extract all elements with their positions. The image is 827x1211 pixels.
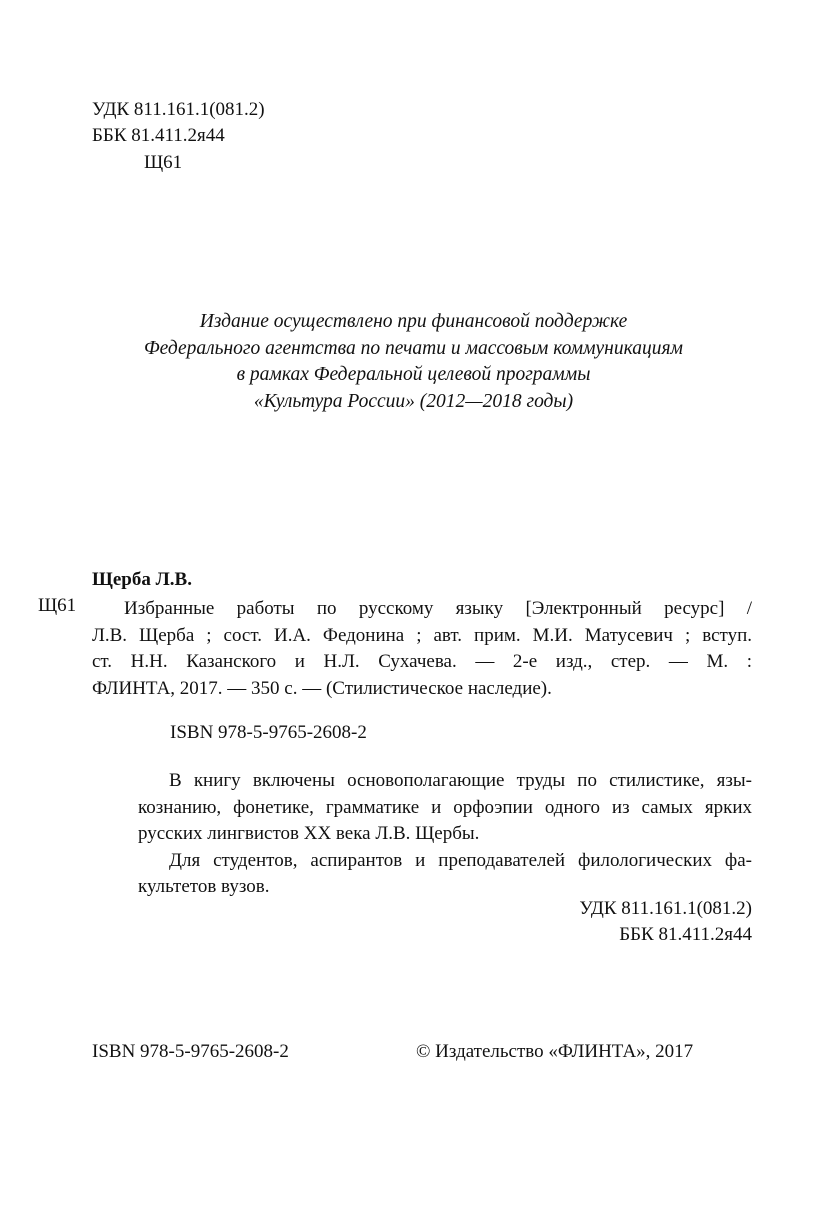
record-author-mark: Щ61 xyxy=(38,595,77,616)
udk-code-top: УДК 811.161.1(081.2) xyxy=(92,99,265,120)
funding-note xyxy=(60,309,767,415)
author-mark-top: Щ61 xyxy=(144,152,183,173)
funding-line: Федерального агентства по печати и массовым коммуникациям xyxy=(143,337,684,359)
record-isbn: ISBN 978-5-9765-2608-2 xyxy=(170,722,367,743)
annotation xyxy=(138,768,752,901)
annotation-line: кознанию, фонетике, грамматике и орфоэпии одного из самых ярких xyxy=(138,796,752,818)
udk-code-right: УДК 811.161.1(081.2) xyxy=(579,898,752,919)
copyright-notice: © Издательство «ФЛИНТА», 2017 xyxy=(416,1041,694,1062)
bibliographic-description xyxy=(92,596,752,702)
annotation-line: В книгу включены основополагающие труды по стилистике, язы- xyxy=(169,770,752,791)
footer-isbn: ISBN 978-5-9765-2608-2 xyxy=(92,1041,289,1062)
funding-line: в рамках Федеральной целевой программы xyxy=(236,364,591,385)
annotation-line: культетов вузов. xyxy=(138,876,270,897)
funding-line: «Культура России» (2012—2018 годы) xyxy=(253,390,574,412)
funding-line: Издание осуществлено при финансовой поддержке xyxy=(199,311,628,332)
bbk-code-right: ББК 81.411.2я44 xyxy=(619,924,752,945)
record-author: Щерба Л.В. xyxy=(92,569,192,590)
biblio-line: ФЛИНТА, 2017. — 350 с. — (Стилистическое наследие). xyxy=(92,677,552,699)
biblio-line: ст. Н.Н. Казанского и Н.Л. Сухачева. — 2-е изд., стер. — М. : xyxy=(92,651,752,672)
bbk-code-top: ББК 81.411.2я44 xyxy=(92,125,225,146)
biblio-line: Избранные работы по русскому языку [Электронный ресурс] / xyxy=(124,598,752,619)
annotation-line: Для студентов, аспирантов и преподавателей филологических фа- xyxy=(169,849,752,871)
biblio-line: Л.В. Щерба ; сост. И.А. Федонина ; авт. прим. М.И. Матусевич ; вступ. xyxy=(92,624,752,646)
annotation-line: русских лингвистов XX века Л.В. Щербы. xyxy=(138,823,480,844)
